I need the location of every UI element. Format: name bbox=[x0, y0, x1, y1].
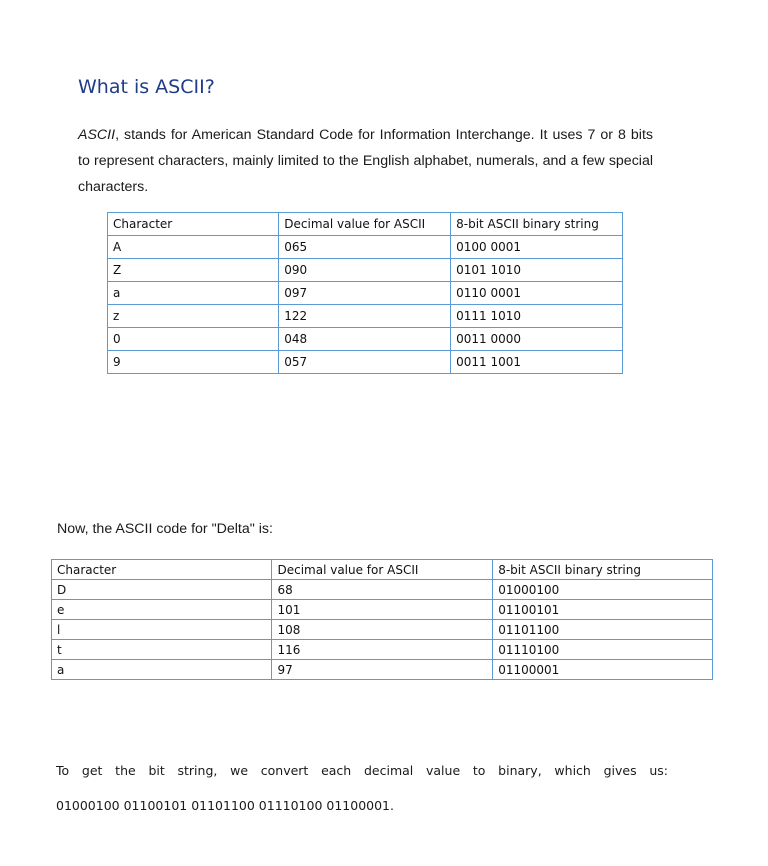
header-cell: Decimal value for ASCII bbox=[279, 213, 451, 236]
conclusion-line: To get the bit string, we convert each decimal value to binary, which gives us: bbox=[56, 763, 668, 778]
table-cell: a bbox=[52, 660, 272, 680]
table-cell: 0011 1001 bbox=[451, 351, 623, 374]
table-cell: 01101100 bbox=[493, 620, 713, 640]
table-row bbox=[108, 259, 623, 282]
delta-ascii-table bbox=[51, 559, 713, 680]
table-row bbox=[52, 600, 713, 620]
table-cell: z bbox=[108, 305, 279, 328]
table-cell: 108 bbox=[272, 620, 493, 640]
table-cell: 0 bbox=[108, 328, 279, 351]
ascii-examples-table bbox=[107, 212, 623, 374]
table-cell: 0101 1010 bbox=[451, 259, 623, 282]
table-cell: 101 bbox=[272, 600, 493, 620]
table-cell: 01100101 bbox=[493, 600, 713, 620]
delta-intro: Now, the ASCII code for "Delta" is: bbox=[57, 521, 273, 537]
table-cell: 057 bbox=[279, 351, 451, 374]
table-row bbox=[108, 305, 623, 328]
table-cell: 9 bbox=[108, 351, 279, 374]
table-row bbox=[52, 640, 713, 660]
table-row bbox=[52, 620, 713, 640]
table-cell: t bbox=[52, 640, 272, 660]
table-cell: 065 bbox=[279, 236, 451, 259]
bit-string-result: 01000100 01100101 01101100 01110100 01100001. bbox=[56, 798, 394, 813]
table-cell: a bbox=[108, 282, 279, 305]
table-cell: 0111 1010 bbox=[451, 305, 623, 328]
table-row bbox=[108, 351, 623, 374]
header-cell: Character bbox=[52, 560, 272, 580]
table-row bbox=[52, 580, 713, 600]
ascii-term: ASCII bbox=[78, 127, 116, 143]
table-cell: l bbox=[52, 620, 272, 640]
table-cell: 097 bbox=[279, 282, 451, 305]
table-row bbox=[108, 282, 623, 305]
table-cell: 0011 0000 bbox=[451, 328, 623, 351]
table-cell: A bbox=[108, 236, 279, 259]
table-header-row bbox=[108, 213, 623, 236]
page-heading: What is ASCII? bbox=[78, 76, 215, 98]
table-cell: 0100 0001 bbox=[451, 236, 623, 259]
header-cell: 8-bit ASCII binary string bbox=[493, 560, 713, 580]
table-cell: 122 bbox=[279, 305, 451, 328]
table-cell: 01100001 bbox=[493, 660, 713, 680]
table-cell: 090 bbox=[279, 259, 451, 282]
table-cell: 048 bbox=[279, 328, 451, 351]
table-cell: D bbox=[52, 580, 272, 600]
header-cell: 8-bit ASCII binary string bbox=[451, 213, 623, 236]
table-row bbox=[108, 328, 623, 351]
table-cell: 68 bbox=[272, 580, 493, 600]
table-cell: 116 bbox=[272, 640, 493, 660]
table-header-row bbox=[52, 560, 713, 580]
intro-text: , stands for American Standard Code for Information Interchange. It uses 7 or 8 bits to represent characters, mainly limited to the English alphabet, numerals, and a few special characters. bbox=[78, 127, 653, 195]
table-row bbox=[108, 236, 623, 259]
table-cell: 0110 0001 bbox=[451, 282, 623, 305]
header-cell: Decimal value for ASCII bbox=[272, 560, 493, 580]
table-cell: 01000100 bbox=[493, 580, 713, 600]
table-cell: e bbox=[52, 600, 272, 620]
table-cell: Z bbox=[108, 259, 279, 282]
conclusion-paragraph bbox=[56, 753, 668, 823]
header-cell: Character bbox=[108, 213, 279, 236]
table-cell: 01110100 bbox=[493, 640, 713, 660]
table-cell: 97 bbox=[272, 660, 493, 680]
table-row bbox=[52, 660, 713, 680]
intro-paragraph bbox=[78, 122, 653, 200]
